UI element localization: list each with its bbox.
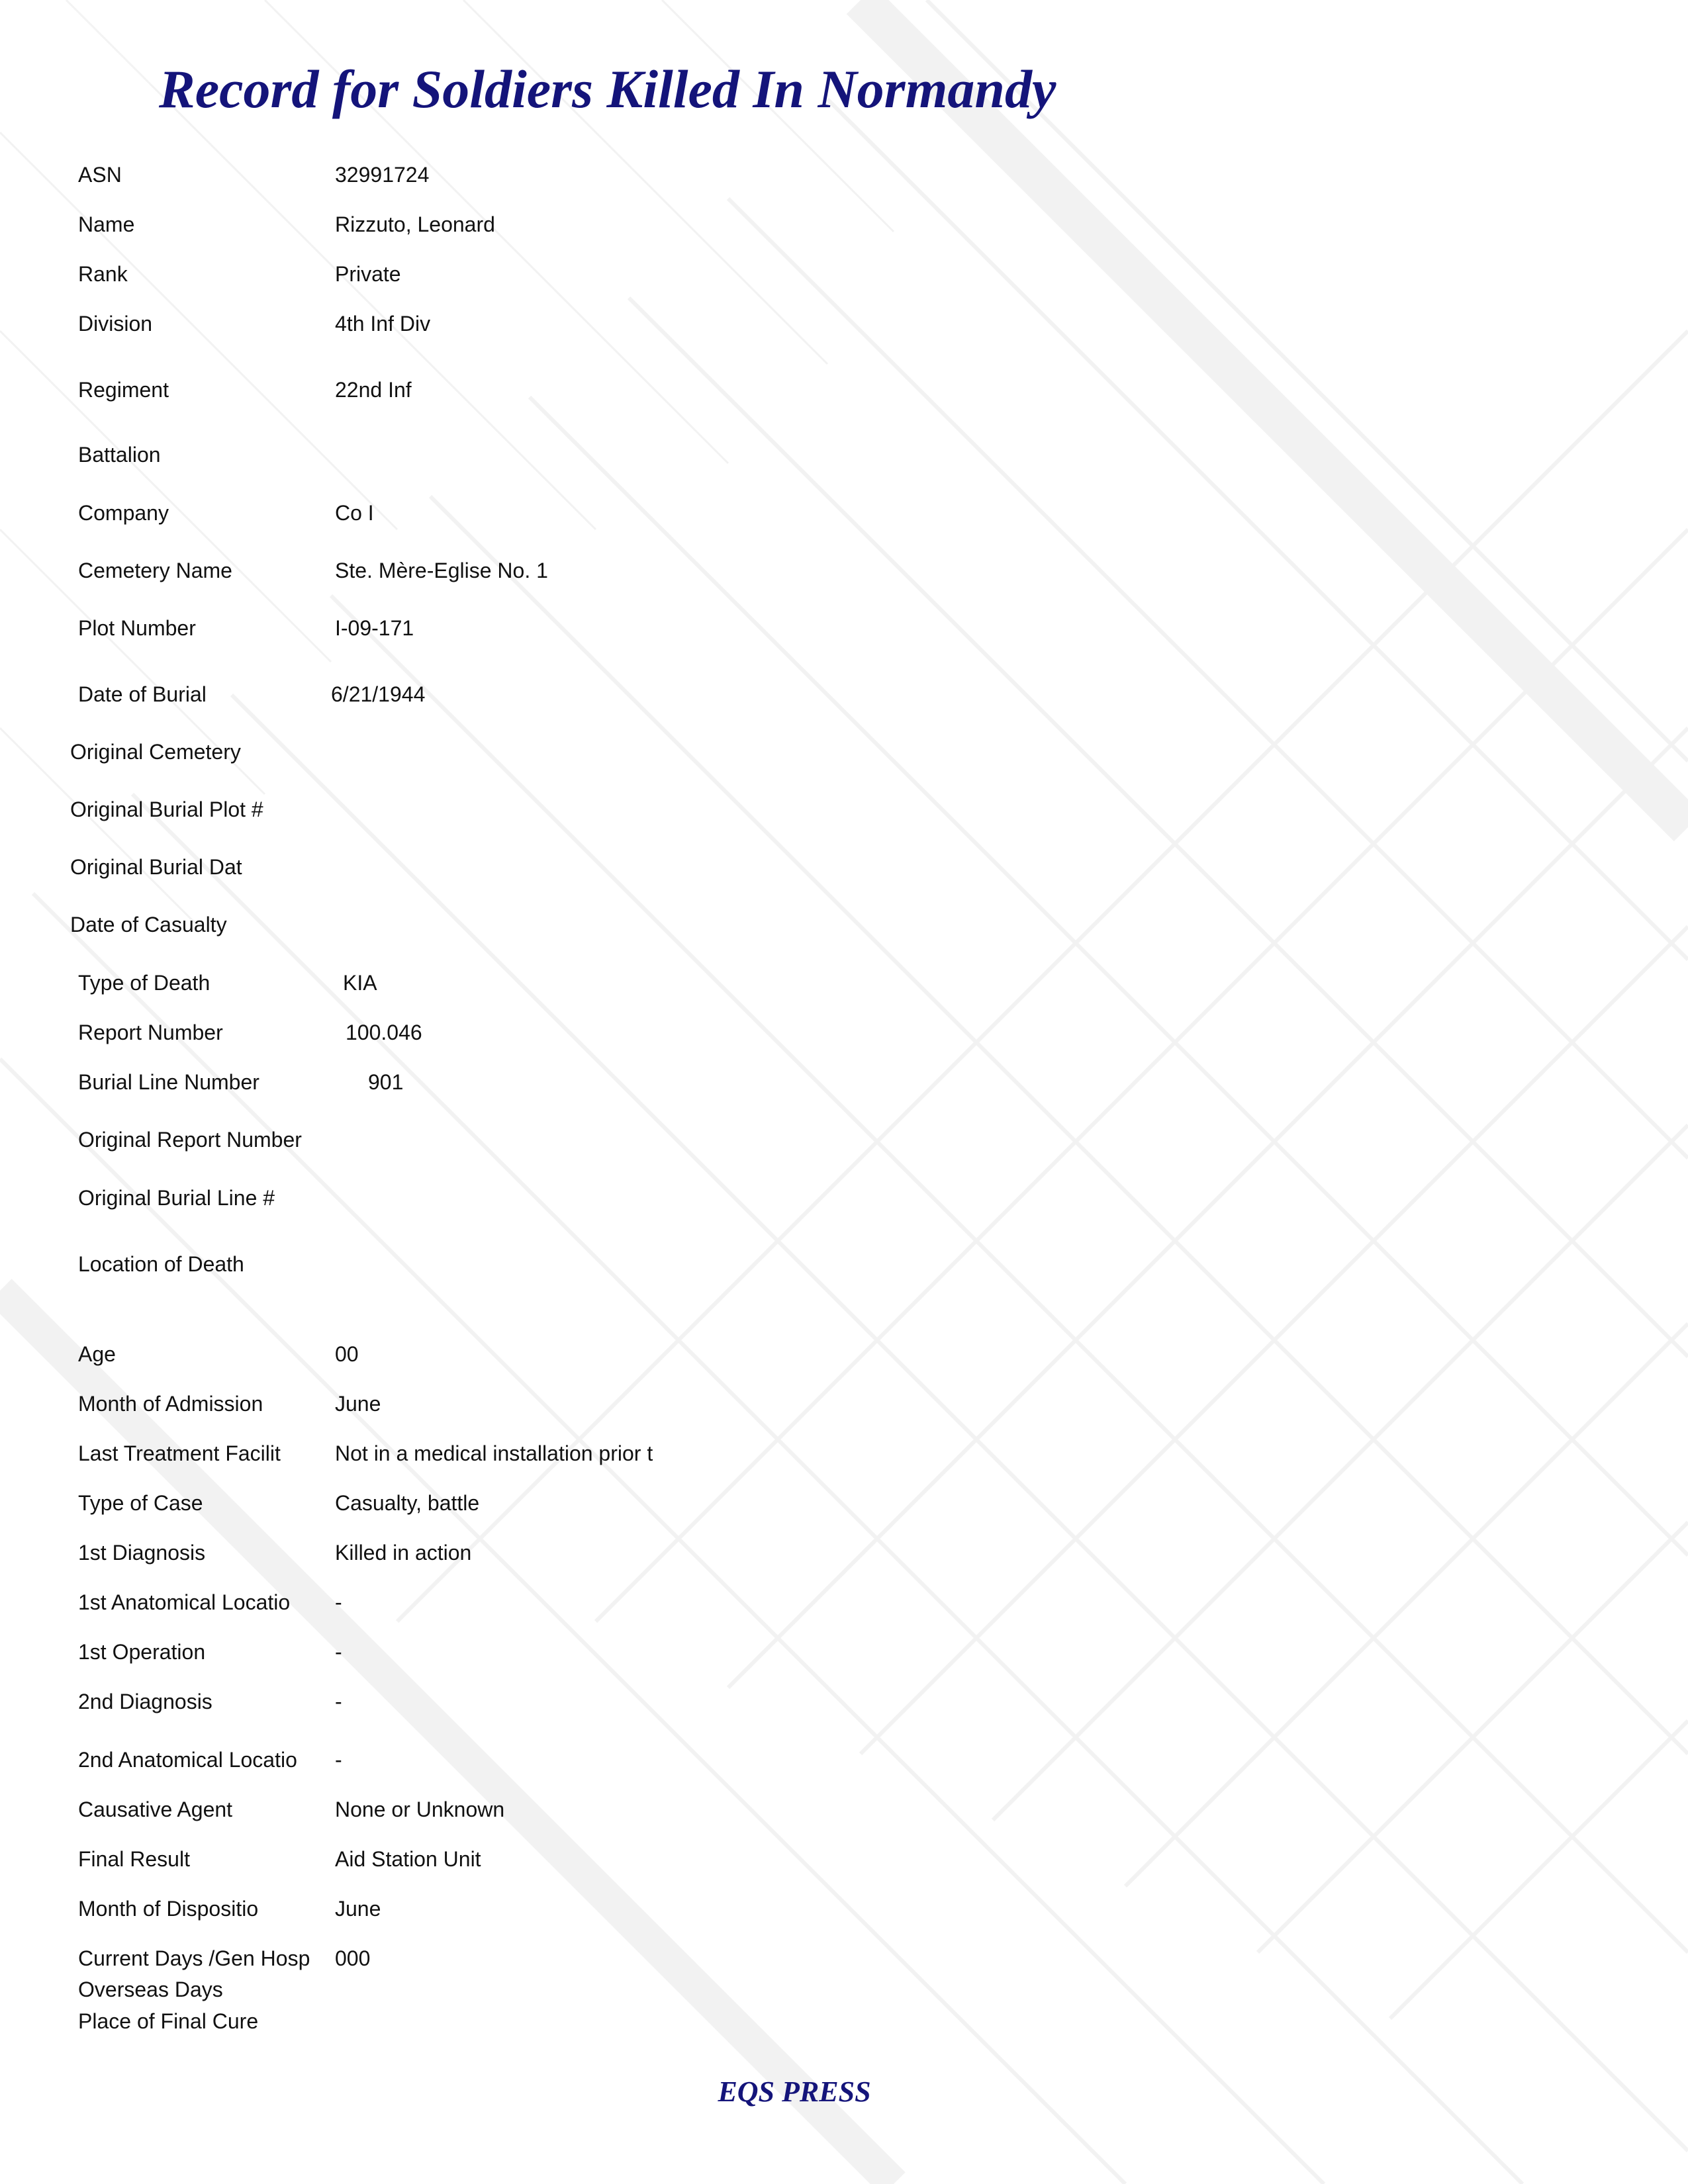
field-value: Killed in action xyxy=(335,1541,472,1565)
field-label: Type of Case xyxy=(78,1491,203,1515)
field-label: Age xyxy=(78,1342,116,1366)
field-value: Aid Station Unit xyxy=(335,1847,481,1871)
field-label: Date of Casualty xyxy=(70,913,227,936)
field-value: 00 xyxy=(335,1342,359,1366)
field-label: Original Cemetery xyxy=(70,740,241,764)
field-value: None or Unknown xyxy=(335,1797,505,1821)
field-value: 22nd Inf xyxy=(335,378,412,402)
field-label: Cemetery Name xyxy=(78,559,232,582)
field-value: 000 xyxy=(335,1946,371,1970)
field-label: Month of Admission xyxy=(78,1392,263,1416)
field-label: Current Days /Gen Hosp xyxy=(78,1946,310,1970)
field-label: Original Burial Line # xyxy=(78,1186,275,1210)
field-value: 901 xyxy=(368,1070,404,1094)
field-value: Rizzuto, Leonard xyxy=(335,212,495,236)
field-value: 4th Inf Div xyxy=(335,312,431,336)
field-value: - xyxy=(335,1748,342,1772)
field-label: 2nd Anatomical Locatio xyxy=(78,1748,297,1772)
field-value: Ste. Mère-Eglise No. 1 xyxy=(335,559,548,582)
field-label: 1st Anatomical Locatio xyxy=(78,1590,291,1614)
field-label: Causative Agent xyxy=(78,1797,233,1821)
field-label: Report Number xyxy=(78,1021,223,1044)
field-label: Plot Number xyxy=(78,616,196,640)
page-title: Record for Soldiers Killed In Normandy xyxy=(159,59,1056,119)
field-label: Location of Death xyxy=(78,1252,244,1276)
field-label: Original Burial Plot # xyxy=(70,797,263,821)
field-value: I-09-171 xyxy=(335,616,414,640)
field-label: Final Result xyxy=(78,1847,190,1871)
field-label: Last Treatment Facilit xyxy=(78,1441,281,1465)
field-value: June xyxy=(335,1392,381,1416)
field-value: 100.046 xyxy=(346,1021,422,1044)
field-label: ASN xyxy=(78,163,122,187)
field-label: Place of Final Cure xyxy=(78,2009,259,2033)
field-label: 1st Operation xyxy=(78,1640,206,1664)
field-value: 6/21/1944 xyxy=(331,682,426,706)
field-value: - xyxy=(335,1640,342,1664)
field-value: - xyxy=(335,1690,342,1713)
field-label: Overseas Days xyxy=(78,1978,223,2001)
field-value: Private xyxy=(335,262,401,286)
field-label: Month of Dispositio xyxy=(78,1897,259,1921)
field-value: KIA xyxy=(343,971,377,995)
field-label: Rank xyxy=(78,262,128,286)
field-label: Name xyxy=(78,212,135,236)
field-label: Battalion xyxy=(78,443,161,467)
field-label: 2nd Diagnosis xyxy=(78,1690,212,1713)
field-label: Original Report Number xyxy=(78,1128,302,1152)
field-label: Company xyxy=(78,501,169,525)
field-label: Date of Burial xyxy=(78,682,207,706)
field-value: - xyxy=(335,1590,342,1614)
field-value: Co I xyxy=(335,501,374,525)
field-value: June xyxy=(335,1897,381,1921)
field-label: Original Burial Dat xyxy=(70,855,242,879)
field-value: Casualty, battle xyxy=(335,1491,480,1515)
field-label: Type of Death xyxy=(78,971,211,995)
field-value: 32991724 xyxy=(335,163,430,187)
publisher-footer: EQS PRESS xyxy=(718,2075,871,2108)
field-label: Division xyxy=(78,312,153,336)
field-value: Not in a medical installation prior t xyxy=(335,1441,653,1465)
field-label: Burial Line Number xyxy=(78,1070,259,1094)
field-label: Regiment xyxy=(78,378,169,402)
field-label: 1st Diagnosis xyxy=(78,1541,206,1565)
